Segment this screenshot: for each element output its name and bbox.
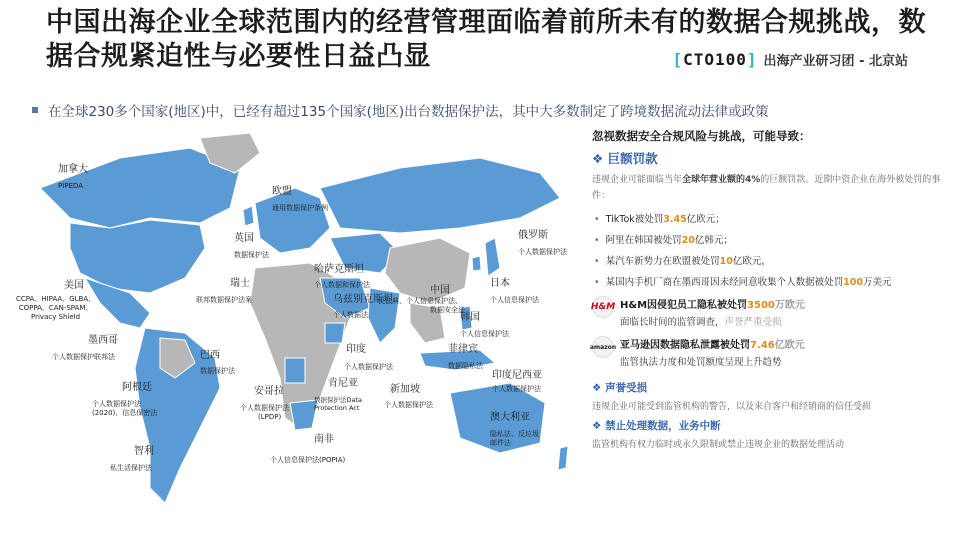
cto100-logo: [CTO100] — [672, 50, 758, 69]
fine-item: • 某国内手机厂商在墨西哥因未经同意收集个人数据被处罚100万美元 — [594, 277, 892, 288]
label-canada: 加拿大 PIPEDA — [58, 164, 88, 190]
label-eu: 欧盟 通用数据保护条例 — [272, 186, 328, 212]
label-uk: 英国 数据保护法 — [234, 233, 269, 259]
diamond-bullet-icon: ❖ — [592, 151, 604, 166]
label-philippines: 菲律宾 数据隐私法 — [448, 344, 483, 370]
label-china: 中国 民法典、个人信息保护法、 数据安全法 — [378, 285, 465, 314]
bullet-dot-icon: • — [594, 256, 600, 267]
reputation-desc: 违规企业可能受到监管机构的警告，以及来自客户和经销商的信任受损 — [592, 402, 872, 412]
label-singapore: 新加坡 个人数据保护法 — [384, 384, 433, 409]
label-south-africa: 南非 个人信息保护法(POPIA) — [270, 434, 346, 464]
bullet-dot-icon: • — [594, 214, 600, 225]
region-russia — [320, 158, 560, 233]
region-angola — [285, 358, 305, 383]
section-fines: ❖ 巨额罚款 — [592, 151, 658, 166]
label-indonesia: 印度尼西亚 个人数据保护法 — [492, 370, 542, 393]
bullet-square-icon — [32, 107, 38, 113]
label-kenya: 肯尼亚 数据保护法Data Protection Act — [314, 378, 363, 412]
region-nz — [558, 446, 568, 470]
case-amazon: amazon 亚马逊因数据隐私泄露被处罚7.46亿欧元 监管执法力度和处罚额度呈现上升趋势 — [592, 336, 942, 368]
fine-item: • 阿里在韩国被处罚20亿韩元； — [594, 235, 733, 246]
label-switzerland: 瑞士 联邦数据保护法案 — [196, 278, 252, 304]
hm-logo: H&M — [592, 296, 614, 318]
section-reputation: ❖ 声誉受损 — [592, 382, 648, 394]
page-title: 中国出海企业全球范围内的经营管理面临着前所未有的数据合规挑战，数据合规紧迫性与必要性日益凸显 — [46, 7, 926, 72]
label-india: 印度 个人数据保护法 — [344, 344, 393, 371]
label-brazil: 巴西 数据保护法 — [200, 350, 235, 375]
region-uk — [243, 206, 254, 226]
label-angola: 安哥拉 个人数据保护法 (LPDP) — [240, 386, 289, 421]
label-usa: 美国 CCPA、HIPAA、GLBA、 COPPA、CAN-SPAM、 Privacy Shield — [16, 280, 96, 321]
region-japan — [485, 238, 500, 276]
region-kenya — [325, 323, 345, 343]
subtitle — [32, 100, 769, 120]
region-korea — [472, 256, 481, 271]
risk-heading: 忽视数据安全合规风险与挑战，可能导致： — [592, 129, 811, 143]
label-japan: 日本 个人信息保护法 — [490, 278, 539, 304]
label-uzbekistan: 乌兹别克斯坦 个人数据法 — [333, 294, 393, 319]
label-russia: 俄罗斯 个人数据保护法 — [518, 230, 567, 256]
label-chile: 智利 私生活保护法 — [110, 446, 154, 472]
case-hm: H&M H&M因侵犯员工隐私被处罚3500万欧元 面临长时间的监管调查，声誉严重受损 — [592, 296, 942, 328]
diamond-bullet-icon: ❖ — [592, 382, 602, 394]
ban-desc: 监管机构有权力临时或永久限制或禁止违规企业的数据处理活动 — [592, 440, 845, 450]
label-korea: 韩国 个人信息保护法 — [460, 312, 509, 338]
bullet-dot-icon: • — [594, 235, 600, 246]
diamond-bullet-icon: ❖ — [592, 420, 602, 432]
world-map — [0, 128, 590, 540]
fine-item: • TikTok被处罚3.45亿欧元； — [594, 214, 725, 225]
label-mexico: 墨西哥 个人数据保护联邦法 — [52, 335, 118, 361]
section-ban: ❖ 禁止处理数据，业务中断 — [592, 420, 721, 432]
label-australia: 澳大利亚 隐私法、反垃圾 邮件法 — [490, 412, 539, 447]
label-argentina: 阿根廷 个人数据保护法 (2020)、信息保密法 — [92, 382, 158, 417]
fines-desc: 违规企业可能面临当年全球年营业额的4%的巨额罚款。近期中资企业在海外被处罚的事件： — [592, 175, 941, 201]
brand-text: 出海产业研习团 - 北京站 — [763, 54, 908, 69]
amazon-logo: amazon — [592, 336, 614, 358]
label-kazakhstan: 哈萨克斯坦 个人数据和保护法 — [314, 264, 370, 289]
risk-panel — [589, 128, 942, 450]
subtitle-text: 在全球230多个国家(地区)中，已经有超过135个国家(地区)出台数据保护法，其中大多数制定了跨境数据流动法律或政策 — [48, 104, 769, 120]
brand — [672, 50, 908, 69]
fine-item: • 某汽车新势力在欧盟被处罚10亿欧元， — [594, 256, 771, 267]
bullet-dot-icon: • — [594, 277, 600, 288]
